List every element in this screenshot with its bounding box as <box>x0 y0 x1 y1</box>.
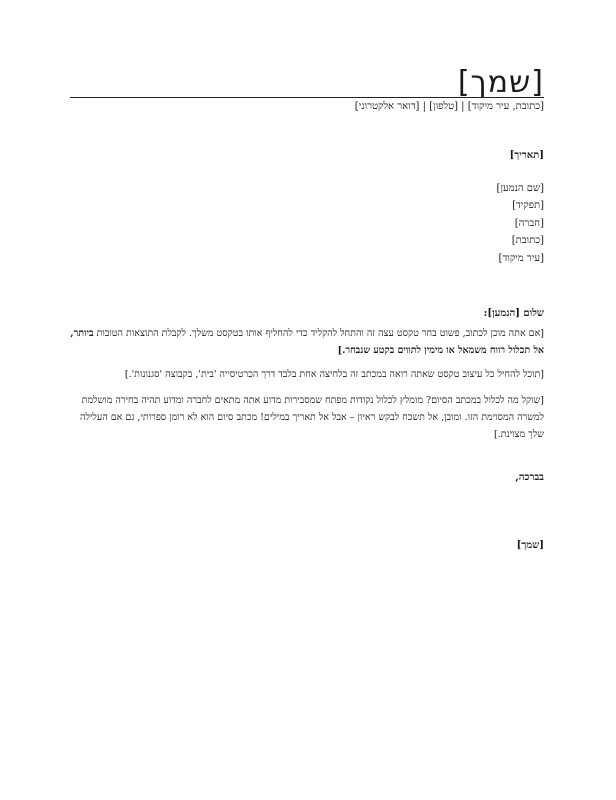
header-divider <box>70 97 544 98</box>
recipient-company: [חברה] <box>514 217 544 229</box>
sender-contact-line: [כתובת, עיר מיקוד] | [טלפון] | [דואר אלקטרוני] <box>354 101 544 112</box>
body-paragraph-2: [תוכל להחיל כל עיצוב טקסט שאתה רואה במכתב זה בלחיצה אחת בלבד דרך הכרטיסייה 'בית', בקבוצה 'סגנונות'.] <box>124 369 544 380</box>
letter-date: [תאריך] <box>509 150 544 161</box>
body-paragraph-1-line-b: ביותר, אל תכלול רווח משמאל או מימין לתווים בקטע שנבחר.] <box>70 328 544 356</box>
closing-phrase: בברכה, <box>515 472 544 483</box>
body-paragraph-3: [שוקל מה לכלול במכתב הסיום? מומלץ לכלול נקודות מפתח שמסבירות מדוע אתה מתאים לחברה ומדוע תהיה בחירה מושלמת למשרה המסוימת הזו. ומובן, אל תשכח לבקש ראיון – אבל אל תאריך במילים! מכתב סיום הוא לא רומן ספרותי, גם אם העלילה שלך מצוינת.] <box>79 395 544 440</box>
body-paragraph-1 <box>70 325 544 359</box>
salutation: שלום [הנמען]: <box>483 308 544 319</box>
recipient-name: [שם הנמען] <box>496 183 544 194</box>
recipient-city-zip: [עיר מיקוד] <box>498 252 544 264</box>
body-paragraph-1-line-a: [אם אתה מוכן לכתוב, פשוט בחר טקסט עצה זה והתחל להקליד כדי להחליף אותו בטקסט משלך. לקבלת התוצאות הטובות <box>96 328 544 339</box>
recipient-title: [תפקיד] <box>512 200 544 212</box>
recipient-address-block <box>497 180 544 267</box>
recipient-street: [כתובת] <box>511 235 544 247</box>
signature-name: [שמך] <box>516 540 544 551</box>
sender-name-heading: [שמך] <box>457 65 544 100</box>
